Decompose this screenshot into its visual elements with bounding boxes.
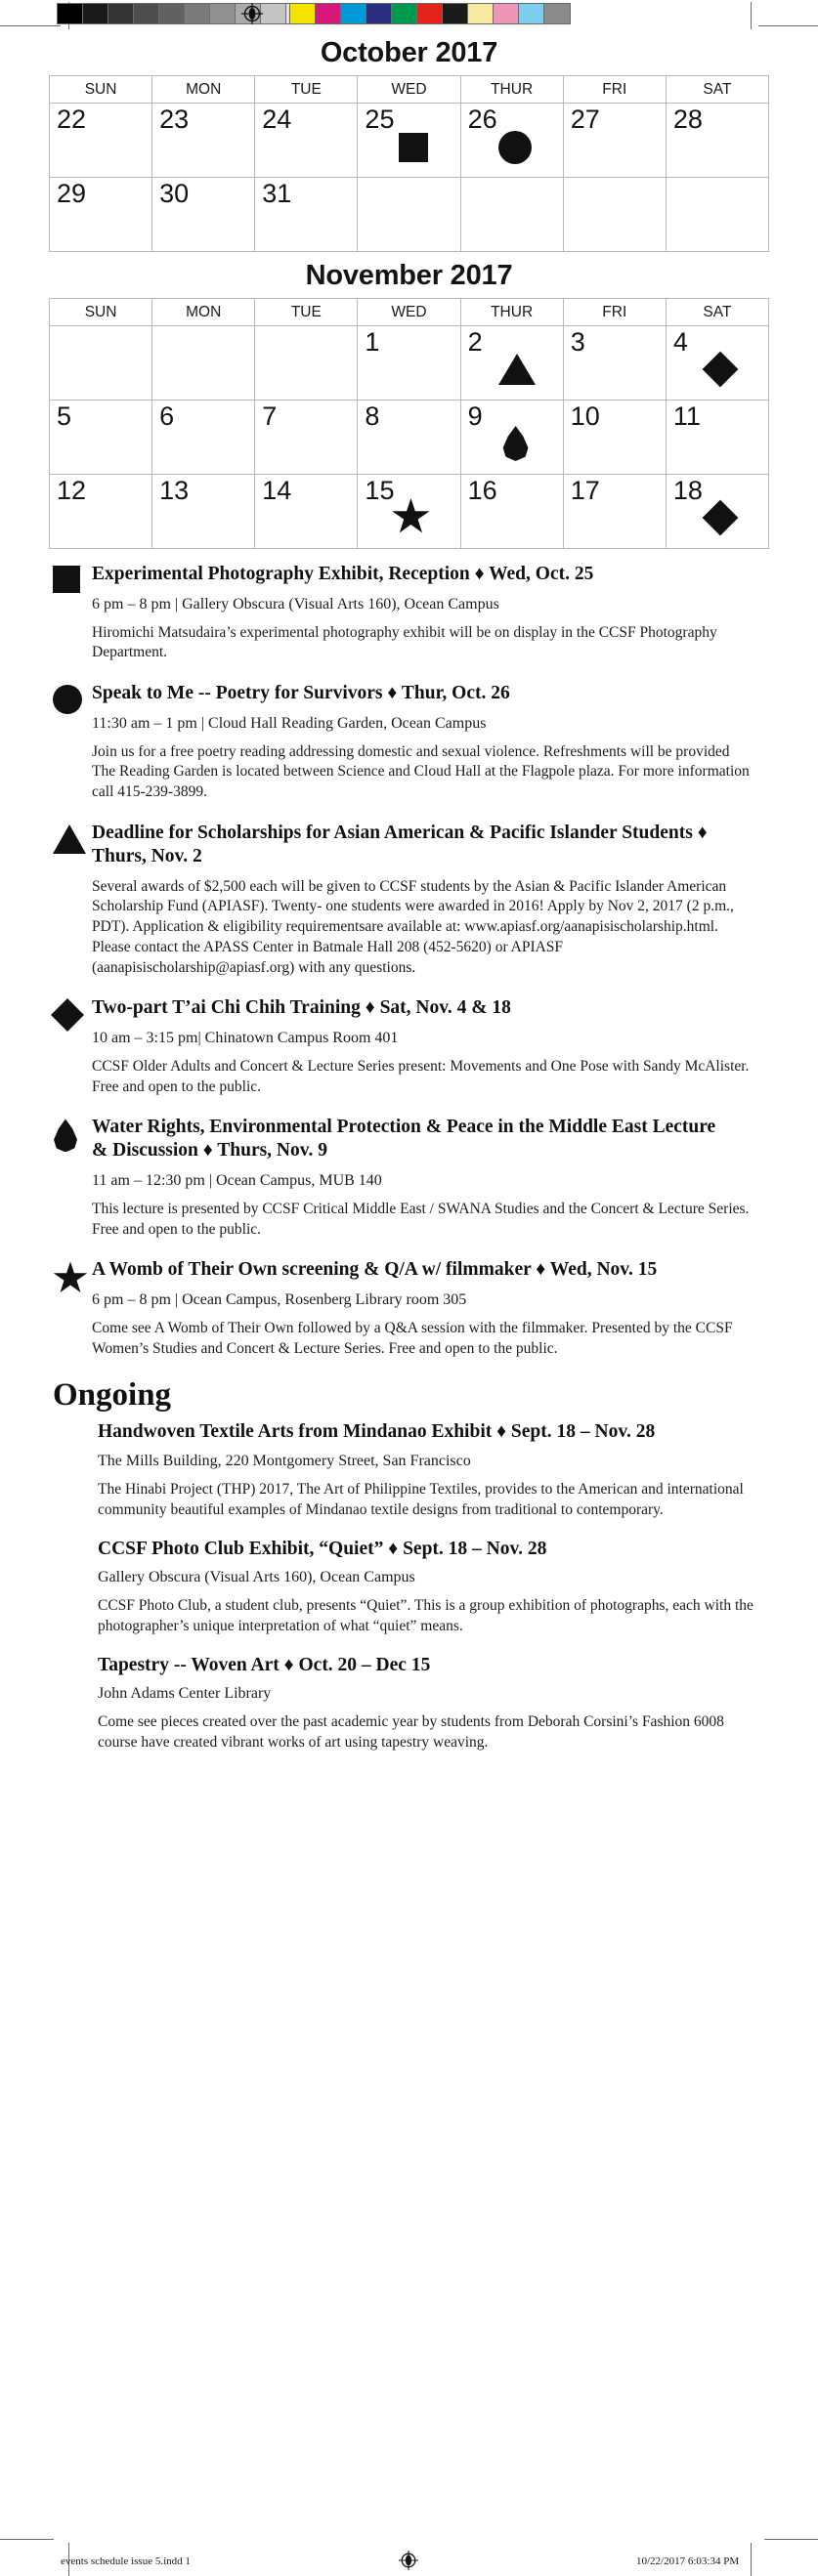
- day-number: 4: [672, 327, 688, 357]
- day-number: 27: [570, 105, 600, 134]
- crop-mark-right-vertical: [751, 2, 752, 29]
- weekday-label-fri: FRI: [563, 76, 666, 104]
- day-number: 8: [365, 401, 380, 431]
- document-body: [0, 29, 818, 1770]
- ongoing-description: CCSF Photo Club, a student club, presents “Quiet”. This is a group exhibition of photographs, each with the photographer’s unique interpretation of what “quiet” means.: [98, 1597, 753, 1634]
- event-description: This lecture is presented by CCSF Critical Middle East / SWANA Studies and the Concert & Lecture Series. Free and open to the public.: [92, 1200, 750, 1238]
- gray-patch-8: [261, 4, 286, 23]
- day-number: 7: [262, 401, 278, 431]
- day-number: 11: [672, 401, 701, 431]
- weekday-label-sat: SAT: [666, 76, 768, 104]
- gray-patch-6: [210, 4, 236, 23]
- triangle-glyph: [53, 824, 86, 854]
- event-time-location: 6 pm – 8 pm | Gallery Obscura (Visual Arts 160), Ocean Campus: [92, 595, 499, 612]
- calendar-empty-cell: [50, 326, 152, 401]
- color-patch-3: [366, 4, 392, 23]
- color-patch-6: [443, 4, 468, 23]
- color-patch-2: [341, 4, 366, 23]
- color-patch-7: [468, 4, 494, 23]
- calendar-day-cell-15[interactable]: [358, 475, 460, 549]
- weekday-label-mon: MON: [152, 299, 255, 326]
- calendar-day-cell-1[interactable]: [358, 326, 460, 401]
- calendar-empty-cell: [255, 326, 358, 401]
- ongoing-title: CCSF Photo Club Exhibit, “Quiet” ♦ Sept. 18 – Nov. 28: [98, 1538, 547, 1559]
- footer-timestamp: 10/22/2017 6:03:34 PM: [636, 2555, 740, 2567]
- ongoing-listings: [45, 1420, 773, 1753]
- calendar-day-cell-9[interactable]: [460, 401, 563, 475]
- square-marker-icon: [399, 133, 428, 162]
- event-time-location: 11:30 am – 1 pm | Cloud Hall Reading Garden, Ocean Campus: [92, 714, 487, 732]
- color-patch-0: [290, 4, 316, 23]
- calendar-empty-cell: [358, 178, 460, 252]
- day-number: 22: [57, 105, 87, 134]
- day-number: 25: [365, 105, 395, 134]
- ongoing-item: [45, 1420, 773, 1520]
- calendar-month-title: November 2017: [305, 260, 513, 291]
- crop-mark-footer-left: [0, 2539, 54, 2540]
- day-number: 29: [57, 179, 87, 208]
- calendar-week-row: [50, 104, 769, 178]
- page-footer: [0, 2537, 818, 2576]
- day-number: 5: [57, 401, 72, 431]
- weekday-label-sat: SAT: [666, 299, 768, 326]
- calendar-day-cell-10[interactable]: [563, 401, 666, 475]
- triangle-marker-icon: [498, 354, 536, 385]
- gray-patch-4: [159, 4, 185, 23]
- calendar-weekday-header: [50, 76, 769, 104]
- ongoing-item: [45, 1654, 773, 1753]
- square-marker-icon: [53, 566, 86, 599]
- print-calibration-bar: [0, 0, 818, 31]
- color-patch-8: [494, 4, 519, 23]
- event-item: [45, 1116, 773, 1240]
- crop-mark-right-horizontal: [758, 25, 818, 26]
- registration-target-icon: [399, 2551, 418, 2570]
- event-listings: [45, 563, 773, 1359]
- ongoing-location: Gallery Obscura (Visual Arts 160), Ocean Campus: [98, 1569, 415, 1586]
- day-number: 14: [262, 476, 292, 505]
- day-number: 16: [467, 476, 497, 505]
- calendar-day-cell-26[interactable]: [460, 104, 563, 178]
- event-description: Several awards of $2,500 each will be given to CCSF students by the Asian & Pacific Islander American Scholarship Fund (APIASF). Twenty- one students were awarded in 2016! Apply by Nov 2, 2017 (2 p.m., PDT). Application & eligibility requirementsare available at: www.apiasf.org/aanapisischolarship.html. Please contact the APASS Center in Batmale Hall 208 (452-5620) or APIASF (aanapisischolarship@apiasf.org) with any questions.: [92, 877, 734, 976]
- crop-mark-footer-right-vertical: [751, 2543, 752, 2576]
- calendar-day-cell-17[interactable]: [563, 475, 666, 549]
- day-number: 30: [159, 179, 190, 208]
- footer-document-name: events schedule issue 5.indd 1: [61, 2555, 191, 2567]
- gray-patch-5: [185, 4, 210, 23]
- color-patch-1: [316, 4, 341, 23]
- calendar-empty-cell: [563, 178, 666, 252]
- circle-glyph: [53, 685, 82, 714]
- ongoing-heading: Ongoing: [53, 1377, 172, 1414]
- event-description: CCSF Older Adults and Concert & Lecture Series present: Movements and One Pose with Sandy McAlister. Free and open to the public.: [92, 1057, 750, 1095]
- day-number: 10: [570, 401, 600, 431]
- calendar-day-cell-5[interactable]: [50, 401, 152, 475]
- gray-patch-3: [134, 4, 159, 23]
- diamond-marker-icon: [702, 352, 738, 388]
- ongoing-description: The Hinabi Project (THP) 2017, The Art of Philippine Textiles, provides to the American and international community beautiful examples of Mindanao textile designs from traditional to contemporary.: [98, 1481, 744, 1518]
- calendar-day-cell-6[interactable]: [152, 401, 255, 475]
- calendar-day-cell-4[interactable]: [666, 326, 768, 401]
- calendar-empty-cell: [460, 178, 563, 252]
- weekday-label-wed: WED: [358, 76, 460, 104]
- day-number: 3: [570, 327, 585, 357]
- event-title: A Womb of Their Own screening & Q/A w/ filmmaker ♦ Wed, Nov. 15: [92, 1259, 658, 1281]
- event-title: Speak to Me -- Poetry for Survivors ♦ Thur, Oct. 26: [92, 683, 510, 704]
- event-item: [45, 563, 773, 663]
- calendar-grid-1: [49, 298, 769, 549]
- registration-target-icon: [241, 3, 263, 24]
- calendar-day-cell-22[interactable]: [50, 104, 152, 178]
- event-description: Come see A Womb of Their Own followed by a Q&A session with the filmmaker. Presented by the CCSF Women’s Studies and Concert & Lecture Series. Free and open to the public.: [92, 1319, 733, 1357]
- day-number: 1: [365, 327, 380, 357]
- drop-glyph: [53, 1119, 78, 1152]
- star-glyph: [53, 1261, 88, 1294]
- weekday-label-fri: FRI: [563, 299, 666, 326]
- gray-patch-1: [83, 4, 108, 23]
- calendar-day-cell-14[interactable]: [255, 475, 358, 549]
- calendar-day-cell-28[interactable]: [666, 104, 768, 178]
- day-number: 18: [672, 476, 703, 505]
- crop-mark-footer-right: [764, 2539, 818, 2540]
- calendar-week-row: [50, 401, 769, 475]
- color-patch-9: [519, 4, 544, 23]
- calendar-day-cell-2[interactable]: [460, 326, 563, 401]
- weekday-label-wed: WED: [358, 299, 460, 326]
- event-item: [45, 822, 773, 978]
- day-number: 2: [467, 327, 483, 357]
- event-time-location: 11 am – 12:30 pm | Ocean Campus, MUB 140: [92, 1172, 382, 1190]
- weekday-label-tue: TUE: [255, 299, 358, 326]
- ongoing-title: Handwoven Textile Arts from Mindanao Exhibit ♦ Sept. 18 – Nov. 28: [98, 1421, 656, 1443]
- gray-patch-2: [108, 4, 134, 23]
- color-patch-5: [417, 4, 443, 23]
- ongoing-item: [45, 1538, 773, 1637]
- calendar-day-cell-3[interactable]: [563, 326, 666, 401]
- calendar-section: [0, 29, 818, 549]
- calendar-weekday-header: [50, 299, 769, 326]
- calendar-day-cell-8[interactable]: [358, 401, 460, 475]
- day-number: 6: [159, 401, 175, 431]
- event-item: [45, 1258, 773, 1359]
- event-description: Join us for a free poetry reading addressing domestic and sexual violence. Refreshments will be provided The Reading Garden is located between Science and Cloud Hall at the Flagpole plaza. For more information call 415-239-3899.: [92, 742, 750, 801]
- diamond-marker-icon: [702, 500, 738, 536]
- ongoing-description: Come see pieces created over the past academic year by students from Deborah Corsini’s Fashion 6008 course have created vibrant works of art using tapestry weaving.: [98, 1713, 724, 1752]
- calendar-day-cell-27[interactable]: [563, 104, 666, 178]
- star-marker-icon: [53, 1261, 86, 1294]
- day-number: 13: [159, 476, 190, 505]
- day-number: 31: [262, 179, 292, 208]
- event-item: [45, 682, 773, 803]
- circle-marker-icon: [53, 685, 86, 718]
- drop-marker-icon: [502, 426, 530, 461]
- circle-marker-icon: [498, 131, 532, 164]
- calendar-day-cell-30[interactable]: [152, 178, 255, 252]
- diamond-marker-icon: [53, 999, 86, 1033]
- color-patch-4: [392, 4, 417, 23]
- day-number: 24: [262, 105, 292, 134]
- day-number: 15: [365, 476, 395, 505]
- event-item: [45, 996, 773, 1097]
- day-number: 9: [467, 401, 483, 431]
- calendar-day-cell-12[interactable]: [50, 475, 152, 549]
- event-time-location: 6 pm – 8 pm | Ocean Campus, Rosenberg Library room 305: [92, 1291, 467, 1309]
- color-control-patches: [289, 3, 571, 24]
- event-title: Two-part T’ai Chi Chih Training ♦ Sat, Nov. 4 & 18: [92, 997, 511, 1019]
- calendar-day-cell-29[interactable]: [50, 178, 152, 252]
- event-title: Deadline for Scholarships for Asian American & Pacific Islander Students ♦ Thurs, Nov. 2: [92, 822, 708, 866]
- calendar-day-cell-7[interactable]: [255, 401, 358, 475]
- diamond-glyph: [51, 998, 84, 1032]
- weekday-label-thur: THUR: [460, 299, 563, 326]
- day-number: 17: [570, 476, 600, 505]
- ongoing-title: Tapestry -- Woven Art ♦ Oct. 20 – Dec 15: [98, 1654, 431, 1675]
- calendar-week-row: [50, 178, 769, 252]
- ongoing-location: The Mills Building, 220 Montgomery Street, San Francisco: [98, 1453, 471, 1470]
- calendar-day-cell-11[interactable]: [666, 401, 768, 475]
- gray-patch-0: [58, 4, 83, 23]
- event-description: Hiromichi Matsudaira’s experimental photography exhibit will be on display in the CCSF Photography Department.: [92, 623, 717, 661]
- event-time-location: 10 am – 3:15 pm| Chinatown Campus Room 401: [92, 1030, 399, 1047]
- calendar-day-cell-16[interactable]: [460, 475, 563, 549]
- color-patch-10: [544, 4, 570, 23]
- crop-mark-left-horizontal: [0, 25, 61, 26]
- weekday-label-thur: THUR: [460, 76, 563, 104]
- triangle-marker-icon: [53, 824, 86, 858]
- day-number: 23: [159, 105, 190, 134]
- calendar-week-row: [50, 326, 769, 401]
- event-title: Experimental Photography Exhibit, Reception ♦ Wed, Oct. 25: [92, 564, 594, 584]
- calendar-grid-0: [49, 75, 769, 252]
- event-title: Water Rights, Environmental Protection & Peace in the Middle East Lecture & Discussion ♦ Thurs, Nov. 9: [92, 1117, 716, 1161]
- calendar-day-cell-13[interactable]: [152, 475, 255, 549]
- calendar-day-cell-18[interactable]: [666, 475, 768, 549]
- drop-marker-icon: [53, 1119, 86, 1152]
- weekday-label-mon: MON: [152, 76, 255, 104]
- day-number: 26: [467, 105, 497, 134]
- weekday-label-tue: TUE: [255, 76, 358, 104]
- calendar-day-cell-25[interactable]: [358, 104, 460, 178]
- day-number: 12: [57, 476, 87, 505]
- calendar-month-title: October 2017: [320, 37, 498, 68]
- calendar-empty-cell: [152, 326, 255, 401]
- square-glyph: [53, 566, 80, 593]
- calendar-day-cell-24[interactable]: [255, 104, 358, 178]
- calendar-week-row: [50, 475, 769, 549]
- ongoing-location: John Adams Center Library: [98, 1685, 272, 1703]
- weekday-label-sun: SUN: [50, 76, 152, 104]
- calendar-empty-cell: [666, 178, 768, 252]
- day-number: 28: [672, 105, 703, 134]
- calendar-day-cell-23[interactable]: [152, 104, 255, 178]
- calendar-day-cell-31[interactable]: [255, 178, 358, 252]
- weekday-label-sun: SUN: [50, 299, 152, 326]
